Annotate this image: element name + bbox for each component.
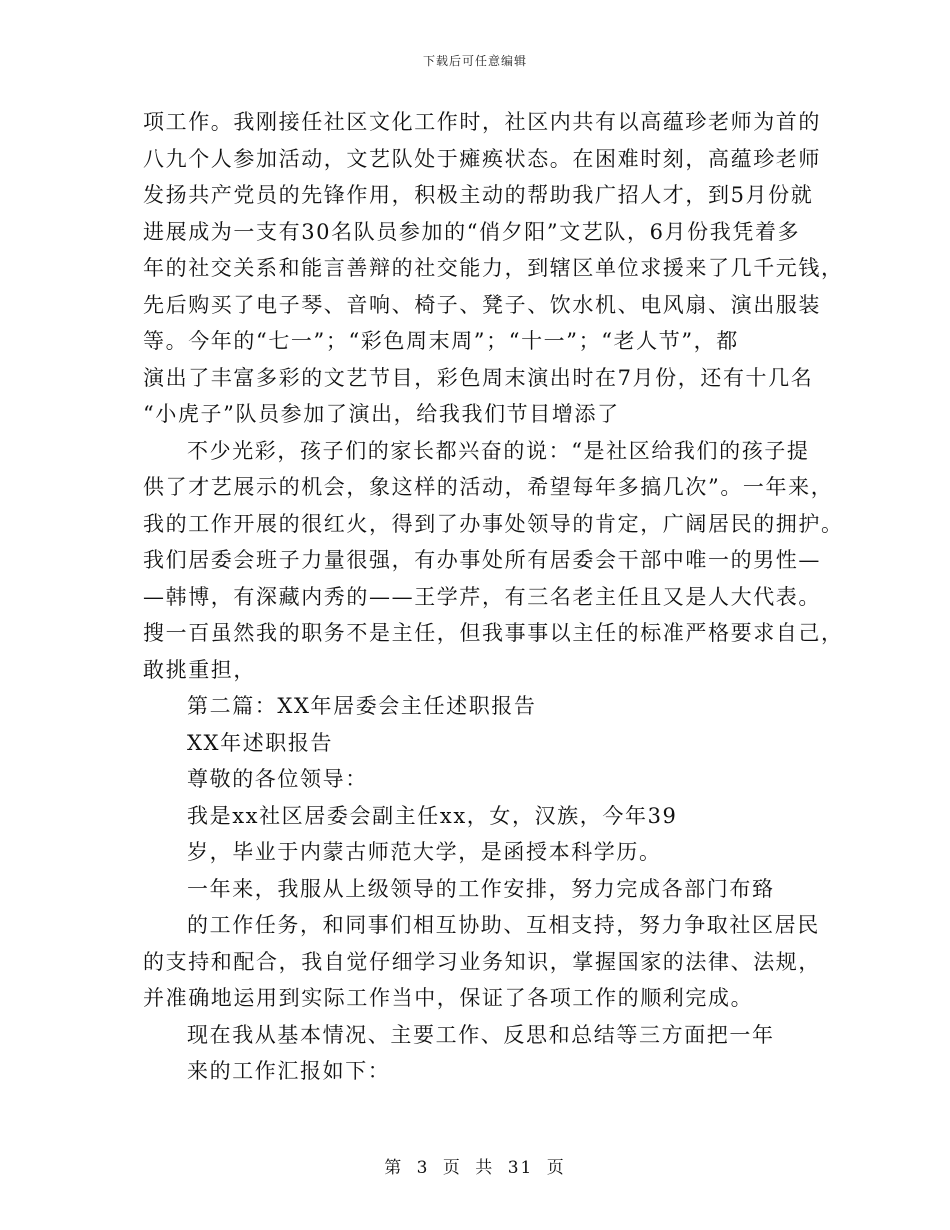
- text-line: 不少光彩，孩子们的家长都兴奋的说：“是社区给我们的孩子提: [187, 438, 810, 463]
- page-number: 第 3 页 共 31 页: [384, 1158, 566, 1178]
- text-line: 项工作。我刚接任社区文化工作时，社区内共有以高蕴珍老师为首的: [143, 110, 821, 134]
- page-header: 下载后可任意编辑: [422, 54, 527, 68]
- document-body: [143, 104, 844, 1090]
- report-title: XX年述职报告: [187, 730, 334, 755]
- text-line: 现在我从基本情况、主要工作、反思和总结等三方面把一年: [187, 1022, 775, 1047]
- text-line: 一年来，我服从上级领导的工作安排，努力完成各部门布臵: [187, 876, 775, 901]
- text-line: 演出了丰富多彩的文艺节目，彩色周末演出时在7月份，还有十几名: [143, 365, 814, 390]
- text-line: 来的工作汇报如下：: [187, 1059, 391, 1083]
- text-line: 我的工作开展的很红火，得到了办事处领导的肯定，广阔居民的拥护。: [143, 511, 844, 536]
- text-line: 我们居委会班子力量很强，有办事处所有居委会干部中唯一的男性—: [143, 548, 821, 572]
- text-line: 八九个人参加活动，文艺队处于瘫痪状态。在困难时刻，高蕴珍老师: [143, 146, 821, 171]
- salutation: 尊敬的各位领导：: [187, 767, 368, 791]
- text-line: “小虎子”队员参加了演出，给我我们节目增添了: [143, 402, 620, 426]
- text-line: 岁，毕业于内蒙古师范大学，是函授本科学历。: [187, 840, 662, 864]
- text-line: 的工作任务，和同事们相互协助、互相支持，努力争取社区居民: [187, 913, 820, 937]
- text-line: 发扬共产党员的先锋作用，积极主动的帮助我广招人才，到5月份就: [143, 183, 814, 207]
- text-line: 的支持和配合，我自觉仔细学习业务知识，掌握国家的法律、法规，: [143, 949, 821, 974]
- text-line: 供了才艺展示的机会，象这样的活动，希望每年多搞几次”。一年来，: [143, 475, 834, 499]
- text-line: 等。今年的“七一”；“彩色周末周”；“十一”；“老人节”，都: [143, 329, 739, 353]
- text-line: 搜一百虽然我的职务不是主任，但我事事以主任的标准严格要求自己，: [143, 621, 844, 645]
- text-line: 我是xx社区居委会副主任xx，女，汉族，今年39: [187, 803, 678, 828]
- text-line: 并准确地运用到实际工作当中，保证了各项工作的顺利完成。: [143, 986, 754, 1010]
- text-line: 先后购买了电子琴、音响、椅子、凳子、饮水机、电风扇、演出服装: [143, 292, 821, 317]
- text-line: 敢挑重担，: [143, 657, 256, 682]
- text-line: —韩博，有深藏内秀的——王学芹，有三名老主任且又是人大代表。: [143, 584, 821, 609]
- section-title: 第二篇：XX年居委会主任述职报告: [187, 694, 537, 718]
- text-line: 进展成为一支有30名队员参加的“俏夕阳”文艺队，6月份我凭着多: [143, 219, 801, 244]
- text-line: 年的社交关系和能言善辩的社交能力，到辖区单位求援来了几千元钱，: [143, 256, 844, 280]
